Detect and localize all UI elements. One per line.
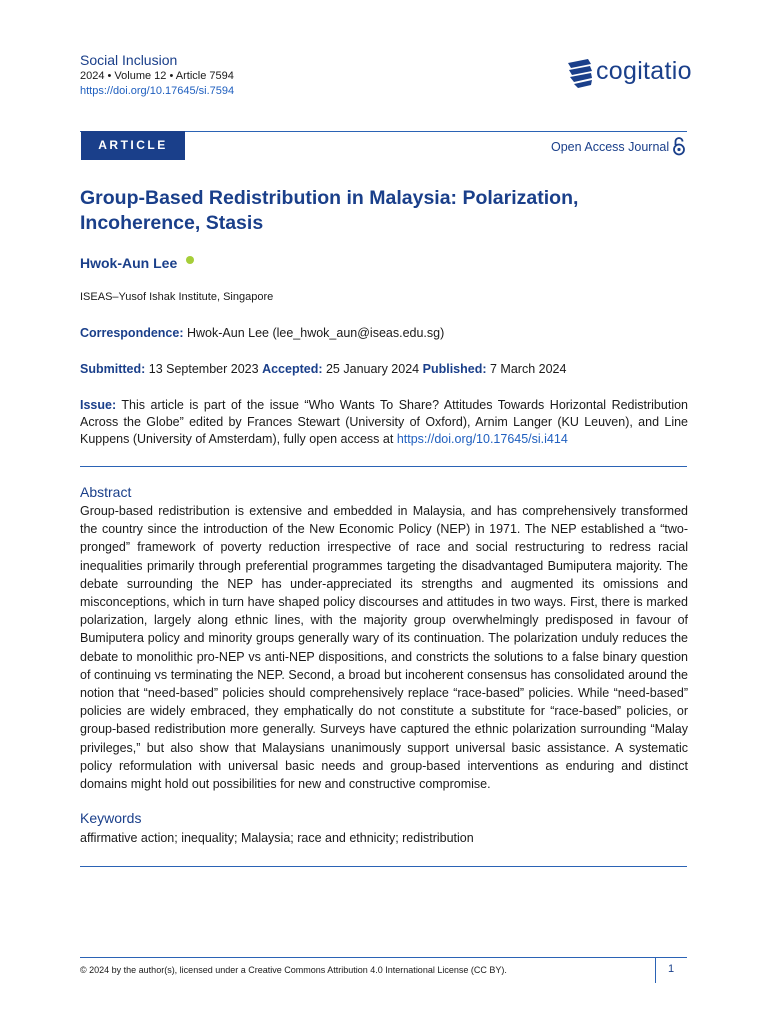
logo-text: cogitatio	[596, 57, 692, 85]
footer-divider	[80, 957, 687, 958]
keywords-heading: Keywords	[80, 810, 142, 826]
open-access-lock-icon	[672, 136, 686, 156]
issue-text: This article is part of the issue “Who Wants To Share? Attitudes Towards Horizontal Redistribution Across the Globe” edited by Frances Stewart (University of Oxford), Arnim Langer (KU Leuven), and Line Kuppens (University of Amsterdam), fully open access at	[80, 398, 688, 446]
article-doi-link[interactable]: https://doi.org/10.17645/si.7594	[80, 85, 235, 97]
submitted-label: Submitted:	[80, 362, 146, 376]
keywords-list: affirmative action; inequality; Malaysia; race and ethnicity; redistribution	[80, 831, 474, 845]
abstract-heading: Abstract	[80, 484, 132, 500]
correspondence-value[interactable]: Hwok-Aun Lee (lee_hwok_aun@iseas.edu.sg)	[186, 326, 445, 340]
journal-meta: 2024 • Volume 12 • Article 7594	[80, 70, 234, 82]
author-name[interactable]: Hwok-Aun Lee	[80, 255, 178, 271]
section-divider	[80, 866, 687, 867]
correspondence	[80, 326, 444, 340]
footer-vertical-divider	[655, 957, 656, 983]
correspondence-label: Correspondence:	[80, 326, 184, 340]
accepted-date: 25 January 2024	[325, 362, 420, 376]
page-number: 1	[668, 963, 675, 975]
open-access-label[interactable]: Open Access Journal	[551, 140, 670, 154]
issue-label: Issue:	[80, 398, 117, 412]
published-label: Published:	[422, 362, 487, 376]
article-title: Group-Based Redistribution in Malaysia: Polarization, Incoherence, Stasis	[80, 187, 579, 234]
issue-link[interactable]: https://doi.org/10.17645/si.i414	[396, 432, 568, 446]
license-notice: © 2024 by the author(s), licensed under a Creative Commons Attribution 4.0 International License (CC BY).	[80, 965, 507, 975]
issue-note	[80, 397, 688, 448]
abstract-body: Group-based redistribution is extensive and embedded in Malaysia, and has comprehensively transformed the country since the introduction of the New Economic Policy (NEP) in 1971. The NEP established a “two-pronged” framework of poverty reduction irrespective of race and social restructuring to redress racial inequalities primarily through preferential programmes targeting the disadvantaged Bumiputera majority. The debate surrounding the NEP has under-appreciated its strengths and augmented its omissions and misconceptions, which in turn have shaped policy discourses and attitudes in two ways. First, there is marked polarization, largely along ethnic lines, with the majority group overwhelmingly predisposed in favour of Bumiputera policy and minority groups generally wary of its continuation. The polarization unduly reduces the debate to monolithic pro-NEP vs anti-NEP dispositions, and constricts the solutions to a false binary question of continuing vs terminating the NEP. Second, a broad but incoherent consensus has consolidated around the notion that “need-based” policies should comprehensively replace “race-based” policies. While “need-based” policies are widely embraced, they emphatically do not constitute a substitute for “race-based” policies, or group-based redistribution more generally. Surveys have captured the ethnic polarization surrounding “Malay privileges,” but also show that Malaysians unanimously support universal basic assistance. A systematic policy reformulation with universal basic needs and group-based interventions as enduring and distinct domains might hold out possibilities for new and constructive compromise.	[80, 504, 688, 792]
accepted-label: Accepted:	[262, 362, 323, 376]
orcid-icon[interactable]	[186, 256, 194, 264]
author-affiliation: ISEAS–Yusof Ishak Institute, Singapore	[80, 291, 274, 303]
publication-dates	[80, 362, 566, 376]
section-divider	[80, 466, 687, 467]
published-date: 7 March 2024	[490, 362, 567, 376]
journal-name[interactable]: Social Inclusion	[80, 52, 178, 68]
article-type-badge: ARTICLE	[81, 131, 185, 160]
submitted-date: 13 September 2023	[148, 362, 259, 376]
